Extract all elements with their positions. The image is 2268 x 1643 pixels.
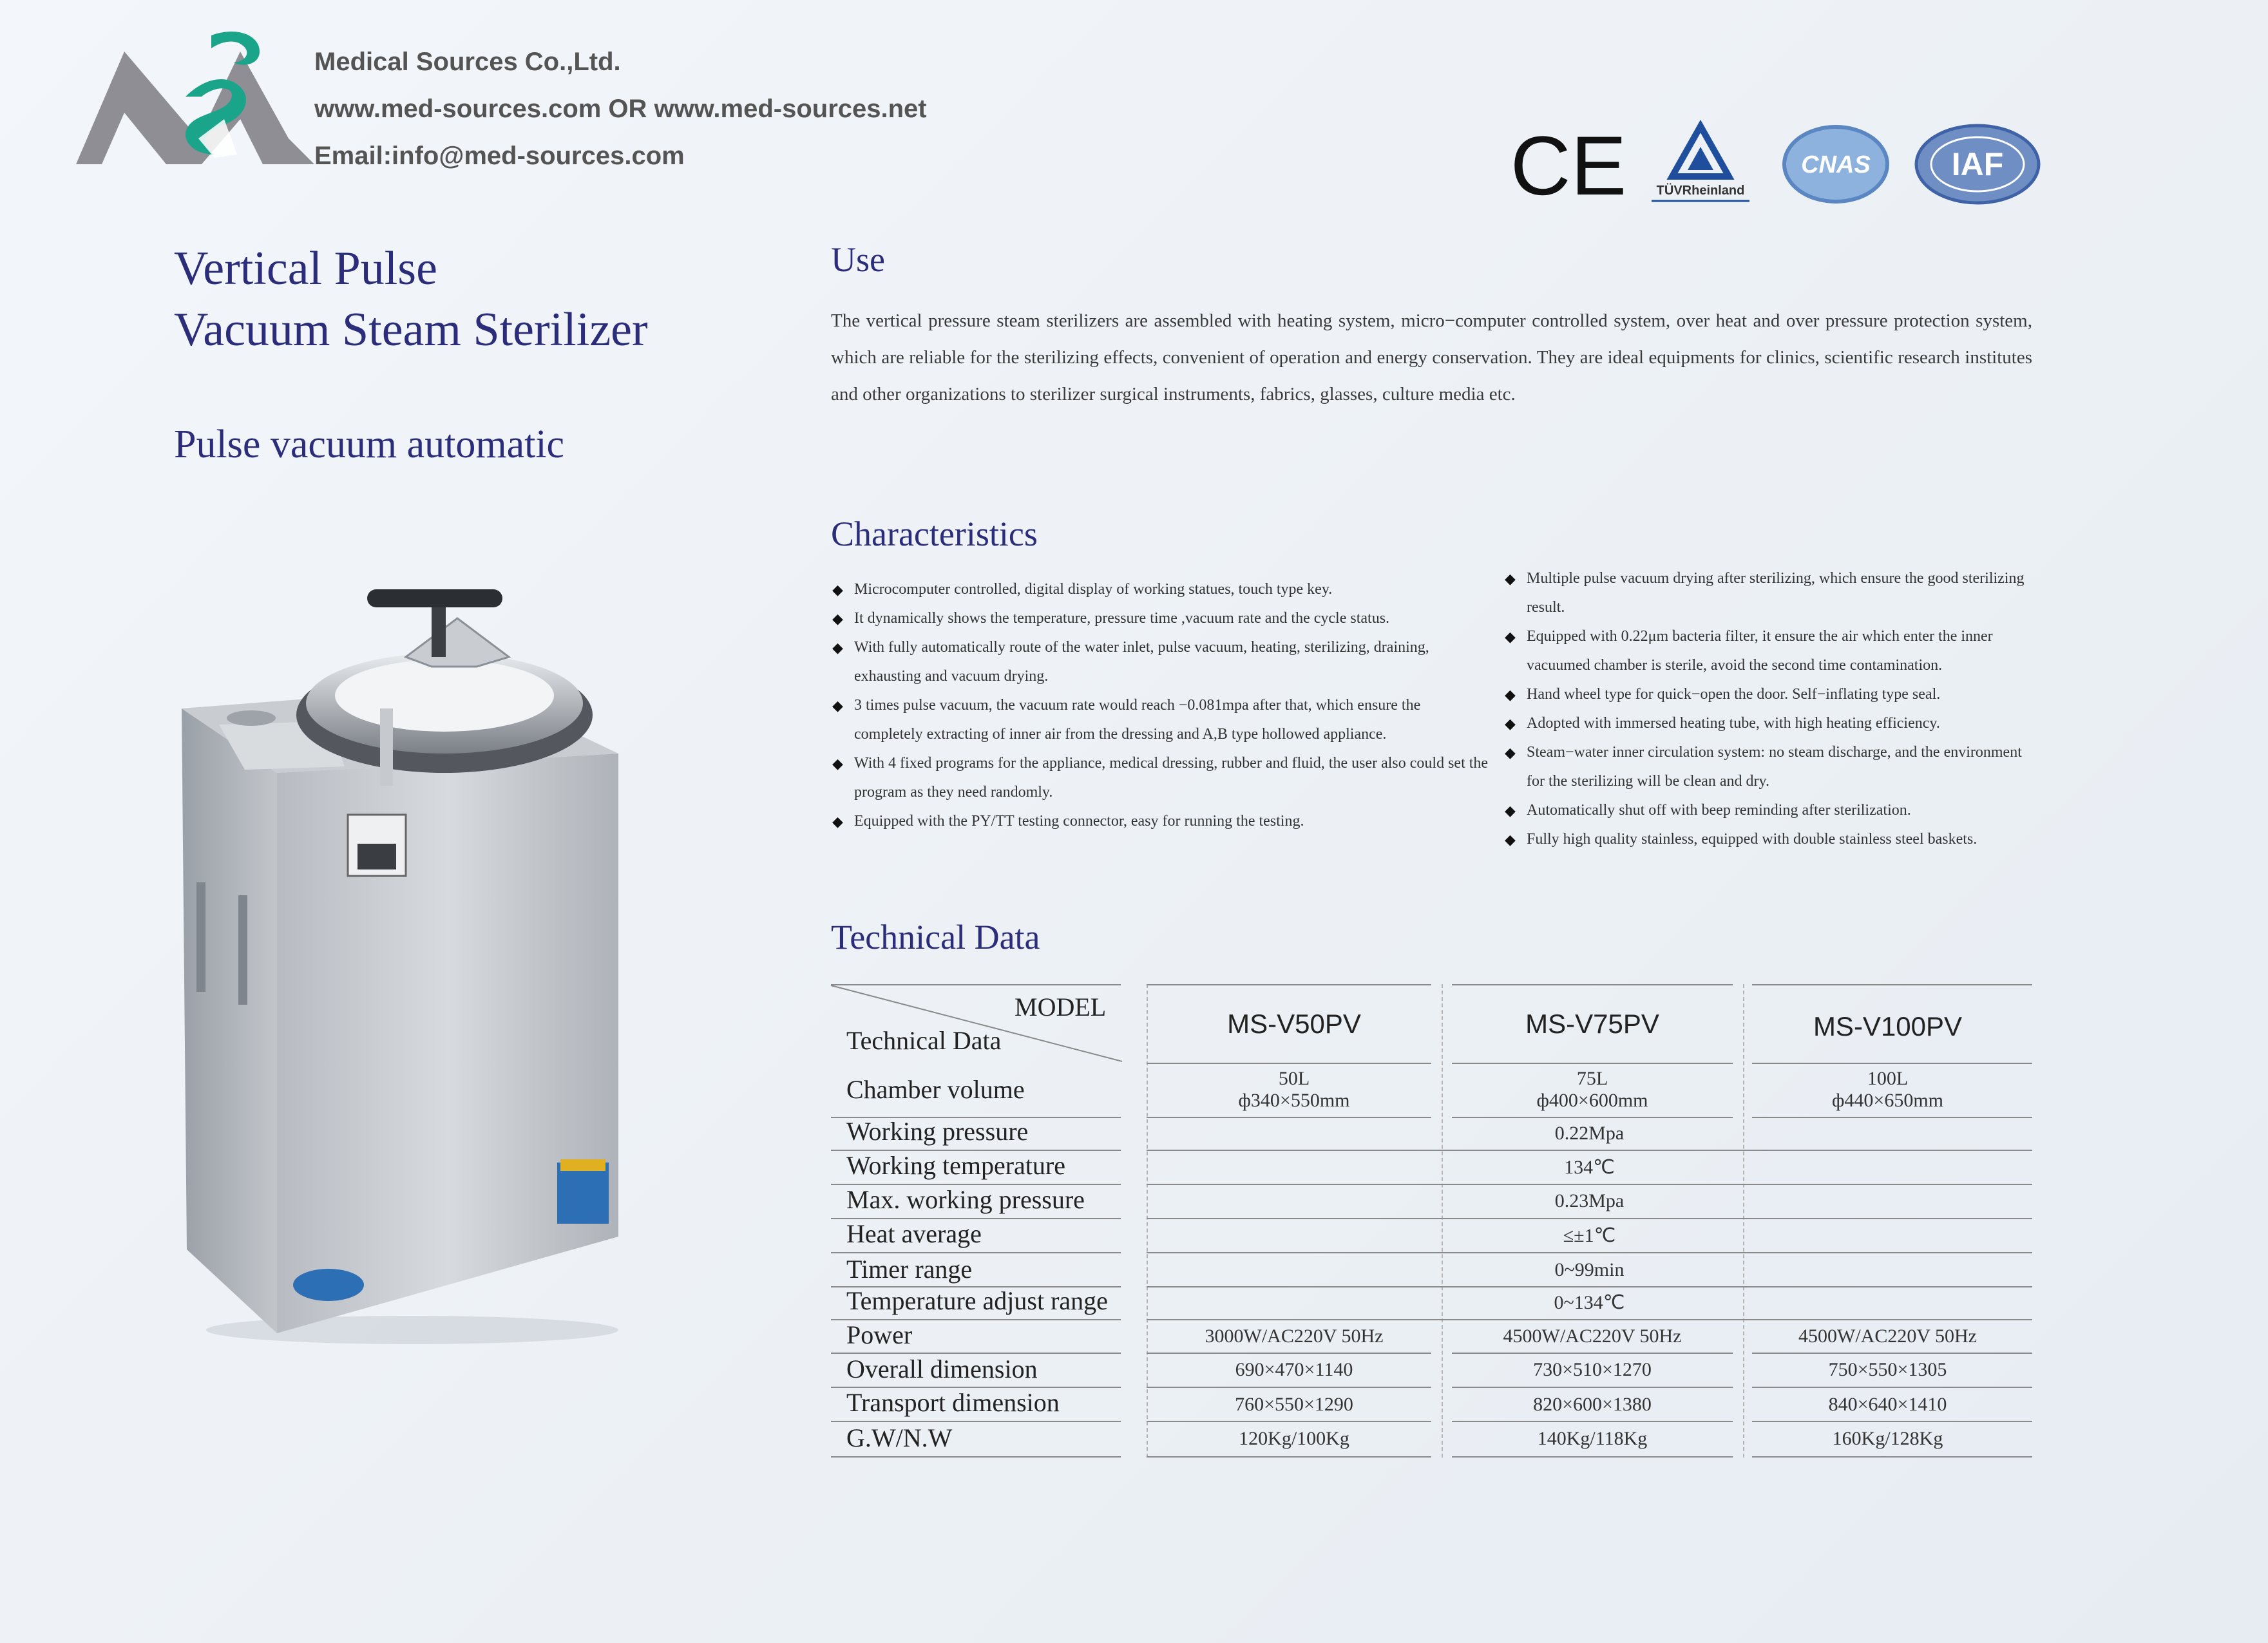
technical-data-table [831, 984, 2032, 1461]
table-rule [1452, 1353, 1733, 1354]
row-label-chamber-volume: Chamber volume [846, 1075, 1025, 1104]
chamber-size: ф440×650mm [1831, 1090, 1944, 1111]
list-item: ◆ Multiple pulse vacuum drying after sterilizing, which ensure the good sterilizing result. [1505, 564, 2039, 622]
product-subtitle: Pulse vacuum automatic [174, 423, 565, 466]
table-cell: 4500W/AC220V 50Hz [1798, 1325, 1977, 1347]
model-header-1: MS-V50PV [1227, 1009, 1361, 1039]
table-rule [1452, 1063, 1733, 1064]
ce-mark-icon [1510, 119, 1627, 213]
company-info [314, 39, 927, 180]
chamber-volume: 100L [1867, 1068, 1909, 1089]
table-rule [1752, 1117, 2032, 1118]
table-rule [831, 1456, 1121, 1458]
row-label-working-pressure: Working pressure [846, 1117, 1029, 1146]
list-item: ◆ It dynamically shows the temperature, pressure time ,vacuum rate and the cycle status. [832, 604, 1489, 633]
table-cell: 3000W/AC220V 50Hz [1205, 1325, 1384, 1347]
svg-text:IAF: IAF [1951, 146, 2004, 182]
table-cell: 0.22Mpa [1554, 1123, 1625, 1144]
row-label-working-temperature: Working temperature [846, 1151, 1065, 1180]
company-website: www.med-sources.com OR www.med-sources.net [314, 95, 927, 123]
product-title-line1: Vertical Pulse [174, 242, 437, 295]
model-header-3: MS-V100PV [1813, 1011, 1963, 1041]
column-divider [1442, 984, 1443, 1458]
company-name: Medical Sources Co.,Ltd. [314, 48, 621, 76]
table-rule [831, 1252, 1121, 1253]
chamber-size: ф400×600mm [1536, 1090, 1648, 1111]
table-cell: 0.23Mpa [1554, 1190, 1625, 1211]
svg-text:TÜVRheinland: TÜVRheinland [1656, 184, 1745, 198]
row-label-temperature-adjust-range: Temperature adjust range [846, 1286, 1108, 1315]
table-rule [1147, 1063, 1431, 1064]
list-item: ◆ Steam−water inner circulation system: no steam discharge, and the environment for the sterilizing will be clean and dry. [1505, 738, 2039, 796]
table-cell [1442, 1068, 1743, 1112]
table-rule [1147, 1252, 2032, 1253]
table-rule [1147, 1456, 1431, 1458]
product-title-line2: Vacuum Steam Sterilizer [174, 303, 648, 356]
table-cell: 840×640×1410 [1828, 1394, 1947, 1415]
table-rule [1147, 1353, 1431, 1354]
table-rule [1752, 1353, 2032, 1354]
use-heading: Use [831, 240, 885, 279]
tuv-rheinland-logo [1649, 122, 1752, 206]
header-model-label: MODEL [1015, 992, 1107, 1021]
table-rule [1147, 1218, 2032, 1219]
chamber-volume: 75L [1576, 1068, 1608, 1089]
list-item: ◆ 3 times pulse vacuum, the vacuum rate would reach −0.081mpa after that, which ensure the completely extracting of inner air from the dressing and A,B type hollowed appliance. [832, 691, 1489, 749]
table-cell: 0~134℃ [1554, 1292, 1625, 1313]
model-header-2: MS-V75PV [1525, 1009, 1659, 1039]
product-title [174, 238, 648, 361]
row-label-gw-nw: G.W/N.W [846, 1423, 953, 1452]
list-item: ◆ Microcomputer controlled, digital display of working statues, touch type key. [832, 575, 1489, 604]
table-rule [1147, 1184, 2032, 1185]
row-label-power: Power [846, 1320, 913, 1349]
sterilizer-product-image [174, 560, 638, 1353]
row-label-overall-dimension: Overall dimension [846, 1354, 1038, 1383]
table-rule [1147, 1421, 1431, 1422]
svg-text:CE: CE [1510, 119, 1627, 213]
row-label-max-working-pressure: Max. working pressure [846, 1185, 1085, 1214]
table-cell: 690×470×1140 [1235, 1359, 1353, 1380]
table-rule [1452, 1387, 1733, 1388]
characteristics-list-left [832, 575, 1489, 836]
table-cell [1743, 1068, 2032, 1112]
table-rule [1147, 984, 1431, 985]
table-cell: 120Kg/100Kg [1239, 1428, 1349, 1449]
list-item: ◆ Automatically shut off with beep reminding after sterilization. [1505, 796, 2039, 825]
table-cell: 160Kg/128Kg [1832, 1428, 1943, 1449]
company-logo [76, 23, 314, 167]
table-rule [1752, 1063, 2032, 1064]
table-cell: 820×600×1380 [1533, 1394, 1652, 1415]
chamber-size: ф340×550mm [1238, 1090, 1350, 1111]
cnas-logo [1781, 122, 1891, 206]
table-rule [1452, 984, 1733, 985]
table-rule [1752, 1387, 2032, 1388]
table-cell: 730×510×1270 [1533, 1359, 1652, 1380]
list-item: ◆ Adopted with immersed heating tube, with high heating efficiency. [1505, 709, 2039, 738]
table-cell: 750×550×1305 [1828, 1359, 1947, 1380]
row-label-timer-range: Timer range [846, 1255, 973, 1284]
row-label-heat-average: Heat average [846, 1219, 982, 1248]
table-rule [1752, 1421, 2032, 1422]
table-cell [1147, 1068, 1442, 1112]
table-rule [1752, 984, 2032, 985]
list-item: ◆ With fully automatically route of the water inlet, pulse vacuum, heating, sterilizing, draining, exhausting and vacuum drying. [832, 633, 1489, 691]
table-cell: ≤±1℃ [1563, 1225, 1616, 1246]
table-cell: 760×550×1290 [1235, 1394, 1353, 1415]
technical-data-heading: Technical Data [831, 918, 1040, 956]
table-rule [1452, 1421, 1733, 1422]
column-divider [1743, 984, 1744, 1458]
characteristics-list-right [1505, 564, 2039, 854]
table-cell: 4500W/AC220V 50Hz [1503, 1325, 1682, 1347]
company-email: Email:info@med-sources.com [314, 142, 685, 170]
chamber-volume: 50L [1278, 1068, 1310, 1089]
list-item: ◆ Hand wheel type for quick−open the door. Self−inflating type seal. [1505, 680, 2039, 709]
table-rule [1147, 1117, 1431, 1118]
list-item: ◆ With 4 fixed programs for the appliance, medical dressing, rubber and fluid, the user also could set the program as they need randomly. [832, 749, 1489, 807]
characteristics-heading: Characteristics [831, 515, 1038, 553]
table-cell: 140Kg/118Kg [1537, 1428, 1648, 1449]
row-label-transport-dimension: Transport dimension [846, 1388, 1060, 1417]
list-item: ◆ Equipped with the PY/TT testing connector, easy for running the testing. [832, 807, 1489, 836]
table-rule [1752, 1456, 2032, 1458]
table-rule [1147, 1286, 2032, 1287]
list-item: ◆ Fully high quality stainless, equipped with double stainless steel baskets. [1505, 825, 2039, 854]
use-description: The vertical pressure steam sterilizers are assembled with heating system, micro−computer controlled system, over heat and over pressure protection system, which are reliable for the sterilizing effects, convenient of operation and energy conservation. They are ideal equipments for clinics, scientific research institutes and other organizations to sterilizer surgical instruments, fabrics, glasses, culture media etc. [831, 310, 2032, 404]
table-rule [1452, 1117, 1733, 1118]
header-technical-data-label: Technical Data [846, 1026, 1002, 1055]
iaf-logo [1913, 122, 2042, 206]
table-rule [831, 1421, 1121, 1422]
svg-text:CNAS: CNAS [1801, 151, 1871, 178]
table-rule [1452, 1456, 1733, 1458]
table-rule [1147, 1387, 1431, 1388]
table-rule [1147, 1150, 2032, 1151]
list-item: ◆ Equipped with 0.22μm bacteria filter, it ensure the air which enter the inner vacuumed chamber is sterile, avoid the second time contamination. [1505, 622, 2039, 680]
table-cell: 134℃ [1564, 1157, 1615, 1178]
table-cell: 0~99min [1554, 1259, 1625, 1280]
table-rule [1147, 1319, 2032, 1320]
